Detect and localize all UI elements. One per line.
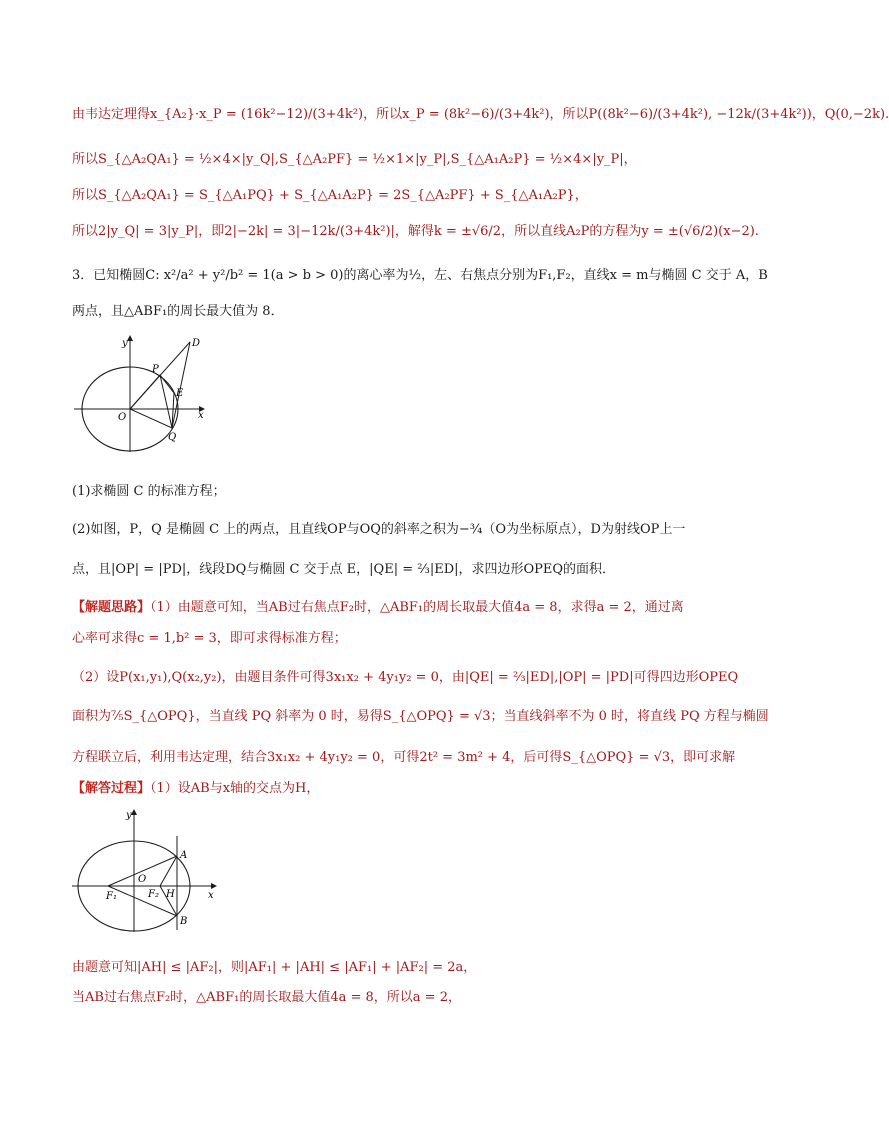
problem-statement-line2: 两点，且△ABF₁的周长最大值为 8．: [72, 304, 284, 319]
slope-result-line: 所以2|y_Q| = 3|y_P|，即2|−2k| = 3|−12k/(3+4k²)|，解得k = ±√6/2，所以直线A₂P的方程为y = ±(√6/2)(x−2).: [72, 224, 759, 239]
fig1-label-e: E: [176, 388, 184, 399]
thinking-line1: [72, 598, 732, 618]
question-part1: (1)求椭圆 C 的标准方程；: [72, 484, 226, 499]
fig1-label-x: x: [198, 410, 204, 421]
process-line1: [72, 779, 732, 799]
fig2-label-o: O: [138, 874, 147, 885]
fig2-label-b: B: [180, 916, 188, 927]
ellipse-figure-opeq: [72, 330, 222, 455]
process-line2: 由题意可知|AH| ≤ |AF₂|，则|AF₁| + |AH| ≤ |AF₁| + |AF₂| = 2a，: [72, 960, 477, 975]
fig2-label-h: H: [166, 889, 175, 900]
question-part2-line1: (2)如图，P，Q 是椭圆 C 上的两点，且直线OP与OQ的斜率之积为−¾（O为坐标原点），D为射线OP上一: [72, 522, 686, 537]
ellipse-figure-abf: [70, 806, 220, 936]
area-relation-line: 所以S_{△A₂QA₁} = S_{△A₁PQ} + S_{△A₁A₂P} = 2S_{△A₂PF} + S_{△A₁A₂P}，: [72, 188, 588, 203]
fig1-label-d: D: [192, 338, 201, 349]
process-line3: 当AB过右焦点F₂时，△ABF₁的周长取最大值4a = 8，所以a = 2，: [72, 990, 461, 1005]
area-expressions-line: 所以S_{△A₂QA₁} = ½×4×|y_Q|,S_{△A₂PF} = ½×1×|y_P|,S_{△A₁A₂P} = ½×4×|y_P|，: [72, 152, 637, 167]
fig1-label-p: P: [152, 364, 159, 375]
thinking-line2: 心率可求得c = 1,b² = 3，即可求得标准方程；: [72, 631, 347, 646]
vieta-line: 由韦达定理得x_{A₂}·x_P = (16k²−12)/(3+4k²)，所以x_P = (8k²−6)/(3+4k²)，所以P((8k²−6)/(3+4k²), −12k/(3+4k²))，Q(0,−2k).: [72, 107, 889, 122]
fig1-label-y: y: [122, 338, 128, 349]
fig1-label-o: O: [118, 412, 127, 423]
thinking-tag: 【解题思路】: [72, 600, 151, 615]
fig2-label-f2: F₂: [148, 889, 159, 900]
segment-f2a: [160, 856, 177, 886]
fig2-label-f1: F₁: [106, 891, 117, 902]
fig1-label-q: Q: [168, 432, 177, 443]
process-text1: （1）设AB与x轴的交点为H，: [150, 781, 320, 796]
fig2-label-a: A: [180, 850, 188, 861]
process-tag: 【解答过程】: [72, 781, 151, 796]
segment-dq: [172, 342, 190, 428]
fig2-label-y: y: [126, 810, 132, 821]
fig2-label-x: x: [208, 890, 214, 901]
thinking-line5: 方程联立后，利用韦达定理，结合3x₁x₂ + 4y₁y₂ = 0，可得2t² = 3m² + 4，后可得S_{△OPQ} = √3，即可求解: [72, 750, 736, 765]
thinking-line3: （2）设P(x₁,y₁),Q(x₂,y₂)，由题目条件可得3x₁x₂ + 4y₁y₂ = 0，由|QE| = ⅔|ED|,|OP| = |PD|可得四边形OPEQ: [72, 670, 739, 685]
thinking-text1: （1）由题意可知，当AB过右焦点F₂时，△ABF₁的周长取最大值4a = 8，求得a = 2，通过离: [150, 600, 684, 615]
thinking-line4: 面积为⁷⁄₅S_{△OPQ}，当直线 PQ 斜率为 0 时，易得S_{△OPQ} = √3；当直线斜率不为 0 时，将直线 PQ 方程与椭圆: [72, 709, 769, 724]
problem-statement-line1: 3．已知椭圆C: x²/a² + y²/b² = 1(a > b > 0)的离心率为½，左、右焦点分别为F₁,F₂，直线x = m与椭圆 C 交于 A，B: [72, 268, 768, 283]
question-part2-line2: 点，且|OP| = |PD|，线段DQ与椭圆 C 交于点 E，|QE| = ⅔|ED|，求四边形OPEQ的面积．: [72, 562, 616, 577]
